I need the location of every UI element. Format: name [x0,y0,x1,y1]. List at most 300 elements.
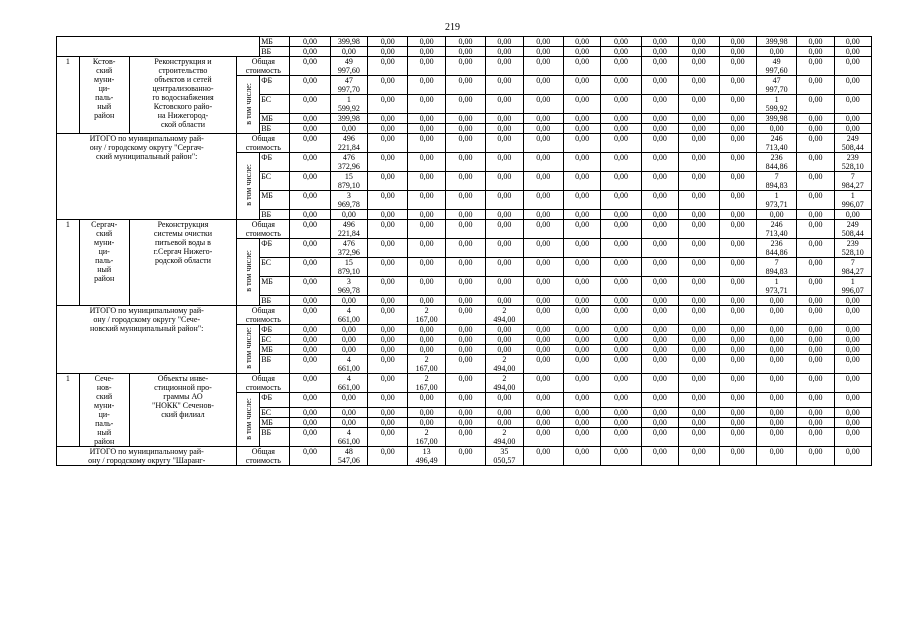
value-cell: 0,00 [563,393,600,408]
source-label: БС [260,95,290,114]
value-cell: 0,00 [486,95,523,114]
value-cell: 0,00 [290,124,330,134]
value-cell: 0,00 [679,345,719,355]
item-number: 1 [57,220,80,306]
value-cell: 0,00 [486,277,523,296]
value-cell: 0,00 [719,57,756,76]
value-cell: 0,00 [719,296,756,306]
value-cell: 0,00 [408,296,445,306]
value-cell: 0,00 [486,153,523,172]
value-cell: 249 508,44 [834,220,871,239]
value-cell: 0,00 [563,345,600,355]
value-cell: 0,00 [601,114,641,124]
source-label: ВБ [260,210,290,220]
table-row-total [57,57,872,76]
value-cell: 0,00 [719,124,756,134]
value-cell: 0,00 [601,374,641,393]
value-cell: 0,00 [797,428,834,447]
object-name: Реконструкция и строительство объектов и сетей централизованно- го водоснабжения Кстовского райо- на Нижегород- ской области [129,57,237,134]
incl-label-text: в том числе: [243,164,253,206]
value-cell: 476 372,96 [330,153,367,172]
value-cell: 0,00 [601,296,641,306]
value-cell: 0,00 [641,191,678,210]
itogo-title: ИТОГО по муниципальному рай- ону / городскому округу "Сече- новский муниципальный район": [57,306,237,374]
value-cell: 0,00 [563,418,600,428]
value-cell: 0,00 [290,220,330,239]
table-row-total [57,374,872,393]
value-cell: 0,00 [601,408,641,418]
value-cell: 0,00 [523,345,563,355]
value-cell: 0,00 [641,239,678,258]
value-cell: 0,00 [563,355,600,374]
total-cost-label: Общая стоимость [237,447,290,466]
district-name: Сече- нов- ский муни- ци- паль- ный район [79,374,129,447]
value-cell: 0,00 [445,220,485,239]
total-cost-label: Общая стоимость [237,57,290,76]
value-cell: 35 050,57 [486,447,523,466]
value-cell: 0,00 [486,210,523,220]
value-cell: 0,00 [641,153,678,172]
value-cell: 0,00 [601,210,641,220]
value-cell: 0,00 [445,239,485,258]
value-cell: 0,00 [523,408,563,418]
value-cell: 0,00 [563,172,600,191]
value-cell: 0,00 [834,335,871,345]
value-cell: 2 167,00 [408,428,445,447]
value-cell: 0,00 [408,153,445,172]
object-name: Реконструкция системы очистки питьевой воды в г.Сергач Нижего- родской области [129,220,237,306]
value-cell: 0,00 [408,47,445,57]
value-cell: 0,00 [797,172,834,191]
value-cell: 7 984,27 [834,172,871,191]
value-cell: 0,00 [290,428,330,447]
value-cell: 0,00 [368,296,408,306]
value-cell: 0,00 [523,393,563,408]
value-cell: 0,00 [756,447,796,466]
value-cell: 0,00 [563,374,600,393]
source-label: ФБ [260,393,290,408]
value-cell: 399,98 [330,37,367,47]
value-cell: 0,00 [601,325,641,335]
value-cell: 0,00 [797,355,834,374]
value-cell: 0,00 [408,172,445,191]
value-cell: 0,00 [523,296,563,306]
value-cell: 2 494,00 [486,355,523,374]
value-cell: 0,00 [679,124,719,134]
value-cell: 0,00 [330,408,367,418]
value-cell: 0,00 [797,258,834,277]
value-cell: 0,00 [834,114,871,124]
value-cell: 0,00 [445,172,485,191]
value-cell: 0,00 [797,134,834,153]
district-name: Сергач- ский муни- ци- паль- ный район [79,220,129,306]
value-cell: 399,98 [330,114,367,124]
value-cell: 0,00 [368,210,408,220]
itogo-title: ИТОГО по муниципальному рай- ону / городскому округу "Сергач- ский муниципальный район": [57,134,237,220]
value-cell: 0,00 [290,335,330,345]
value-cell: 0,00 [679,306,719,325]
value-cell: 496 221,84 [330,134,367,153]
value-cell: 0,00 [719,37,756,47]
value-cell: 0,00 [368,408,408,418]
value-cell: 0,00 [641,258,678,277]
value-cell: 0,00 [834,418,871,428]
page-number: 219 [445,22,460,33]
value-cell: 0,00 [797,191,834,210]
value-cell: 0,00 [368,191,408,210]
value-cell: 0,00 [719,418,756,428]
value-cell: 0,00 [601,95,641,114]
continued-blank-cell [57,37,260,57]
incl-label-text: в том числе: [243,82,253,125]
value-cell: 0,00 [641,210,678,220]
value-cell: 0,00 [368,76,408,95]
incl-label-text: в том числе: [243,397,253,440]
value-cell: 0,00 [408,114,445,124]
value-cell: 2 167,00 [408,374,445,393]
value-cell: 0,00 [601,47,641,57]
value-cell: 0,00 [486,345,523,355]
source-label: ВБ [260,124,290,134]
total-cost-label: Общая стоимость [237,306,290,325]
value-cell: 239 528,10 [834,239,871,258]
value-cell: 0,00 [408,418,445,428]
value-cell: 0,00 [756,296,796,306]
value-cell: 0,00 [641,306,678,325]
value-cell: 0,00 [756,335,796,345]
value-cell: 0,00 [408,239,445,258]
value-cell: 0,00 [679,153,719,172]
value-cell: 0,00 [523,57,563,76]
value-cell: 0,00 [408,95,445,114]
value-cell: 0,00 [486,124,523,134]
value-cell: 0,00 [679,210,719,220]
value-cell: 0,00 [330,325,367,335]
source-label: БС [260,258,290,277]
value-cell: 0,00 [679,57,719,76]
value-cell: 0,00 [834,37,871,47]
value-cell: 0,00 [563,325,600,335]
value-cell: 0,00 [408,408,445,418]
value-cell: 0,00 [523,76,563,95]
value-cell: 0,00 [679,374,719,393]
value-cell: 0,00 [641,408,678,418]
value-cell: 0,00 [834,393,871,408]
value-cell: 0,00 [641,57,678,76]
value-cell: 0,00 [797,447,834,466]
value-cell: 0,00 [834,306,871,325]
value-cell: 0,00 [797,345,834,355]
budget-table [56,36,872,466]
source-label: ФБ [260,153,290,172]
value-cell: 246 713,40 [756,220,796,239]
value-cell: 0,00 [719,345,756,355]
value-cell: 0,00 [719,374,756,393]
value-cell: 0,00 [601,220,641,239]
value-cell: 0,00 [719,114,756,124]
value-cell: 0,00 [445,37,485,47]
value-cell: 0,00 [834,57,871,76]
value-cell: 0,00 [641,335,678,345]
value-cell: 0,00 [641,355,678,374]
value-cell: 1 599,92 [756,95,796,114]
value-cell: 0,00 [834,325,871,335]
value-cell: 0,00 [641,220,678,239]
value-cell: 0,00 [834,95,871,114]
source-label: ВБ [260,428,290,447]
value-cell: 47 997,70 [330,76,367,95]
source-label: МБ [260,114,290,124]
value-cell: 0,00 [719,239,756,258]
value-cell: 0,00 [563,191,600,210]
value-cell: 0,00 [563,124,600,134]
value-cell: 0,00 [290,374,330,393]
value-cell: 0,00 [368,134,408,153]
value-cell: 0,00 [290,239,330,258]
value-cell: 0,00 [368,306,408,325]
incl-label-text: в том числе: [243,327,253,369]
incl-label [237,393,260,447]
value-cell: 0,00 [679,428,719,447]
value-cell: 0,00 [756,345,796,355]
value-cell: 0,00 [719,76,756,95]
value-cell: 0,00 [290,325,330,335]
value-cell: 0,00 [408,393,445,408]
value-cell: 7 984,27 [834,258,871,277]
table-row-total [57,306,872,325]
value-cell: 0,00 [408,124,445,134]
value-cell: 0,00 [445,355,485,374]
value-cell: 0,00 [486,393,523,408]
value-cell: 0,00 [408,134,445,153]
object-name: Объекты инве- стиционной про- граммы АО "НОКК" Сеченов- ский филиал [129,374,237,447]
value-cell: 0,00 [679,325,719,335]
value-cell: 0,00 [797,277,834,296]
value-cell: 0,00 [563,220,600,239]
value-cell: 0,00 [486,220,523,239]
value-cell: 0,00 [756,306,796,325]
value-cell: 0,00 [719,306,756,325]
value-cell: 0,00 [290,345,330,355]
value-cell: 0,00 [834,124,871,134]
value-cell: 4 661,00 [330,374,367,393]
value-cell: 0,00 [330,296,367,306]
value-cell: 0,00 [719,428,756,447]
value-cell: 0,00 [408,345,445,355]
value-cell: 0,00 [330,124,367,134]
value-cell: 0,00 [563,37,600,47]
value-cell: 0,00 [756,408,796,418]
value-cell: 0,00 [486,258,523,277]
value-cell: 15 879,10 [330,172,367,191]
value-cell: 0,00 [486,418,523,428]
value-cell: 0,00 [719,325,756,335]
value-cell: 0,00 [641,374,678,393]
table-row-total [57,134,872,153]
value-cell: 0,00 [523,95,563,114]
value-cell: 0,00 [756,355,796,374]
value-cell: 0,00 [290,306,330,325]
value-cell: 0,00 [368,355,408,374]
value-cell: 15 879,10 [330,258,367,277]
value-cell: 0,00 [679,393,719,408]
value-cell: 0,00 [445,374,485,393]
value-cell: 4 661,00 [330,428,367,447]
value-cell: 0,00 [797,239,834,258]
value-cell: 0,00 [445,134,485,153]
value-cell: 48 547,06 [330,447,367,466]
source-label: БС [260,408,290,418]
value-cell: 0,00 [290,172,330,191]
value-cell: 0,00 [445,408,485,418]
value-cell: 0,00 [601,335,641,345]
value-cell: 3 969,78 [330,277,367,296]
value-cell: 0,00 [641,95,678,114]
value-cell: 476 372,96 [330,239,367,258]
value-cell: 0,00 [368,277,408,296]
value-cell: 0,00 [601,393,641,408]
value-cell: 0,00 [719,191,756,210]
value-cell: 0,00 [563,47,600,57]
value-cell: 0,00 [601,191,641,210]
value-cell: 0,00 [486,134,523,153]
value-cell: 0,00 [330,393,367,408]
value-cell: 0,00 [563,277,600,296]
total-cost-label: Общая стоимость [237,134,290,153]
value-cell: 399,98 [756,114,796,124]
value-cell: 4 661,00 [330,306,367,325]
value-cell: 0,00 [719,258,756,277]
budget-table-container [56,36,872,606]
value-cell: 0,00 [563,57,600,76]
value-cell: 0,00 [290,447,330,466]
value-cell: 0,00 [834,296,871,306]
value-cell: 0,00 [641,418,678,428]
value-cell: 0,00 [756,393,796,408]
value-cell: 0,00 [290,277,330,296]
value-cell: 0,00 [641,124,678,134]
value-cell: 0,00 [641,393,678,408]
value-cell: 0,00 [523,220,563,239]
value-cell: 0,00 [797,57,834,76]
value-cell: 0,00 [641,76,678,95]
value-cell: 0,00 [290,57,330,76]
table-row [57,37,872,47]
value-cell: 0,00 [719,335,756,345]
value-cell: 0,00 [368,153,408,172]
value-cell: 0,00 [563,428,600,447]
value-cell: 0,00 [486,191,523,210]
value-cell: 0,00 [445,124,485,134]
value-cell: 0,00 [797,296,834,306]
value-cell: 0,00 [601,447,641,466]
value-cell: 0,00 [679,277,719,296]
value-cell: 0,00 [408,258,445,277]
value-cell: 0,00 [368,374,408,393]
value-cell: 0,00 [523,335,563,345]
value-cell: 0,00 [563,306,600,325]
value-cell: 0,00 [368,428,408,447]
value-cell: 0,00 [368,124,408,134]
value-cell: 0,00 [486,325,523,335]
value-cell: 0,00 [368,418,408,428]
value-cell: 0,00 [797,95,834,114]
value-cell: 0,00 [408,220,445,239]
value-cell: 0,00 [368,47,408,57]
value-cell: 47 997,70 [756,76,796,95]
value-cell: 0,00 [797,335,834,345]
value-cell: 1 973,71 [756,191,796,210]
value-cell: 0,00 [445,210,485,220]
value-cell: 0,00 [834,428,871,447]
value-cell: 0,00 [719,153,756,172]
value-cell: 0,00 [797,374,834,393]
value-cell: 0,00 [290,296,330,306]
value-cell: 239 528,10 [834,153,871,172]
value-cell: 0,00 [756,428,796,447]
value-cell: 0,00 [679,172,719,191]
value-cell: 0,00 [641,447,678,466]
value-cell: 0,00 [719,277,756,296]
value-cell: 0,00 [523,134,563,153]
value-cell: 3 969,78 [330,191,367,210]
item-number: 1 [57,374,80,447]
value-cell: 0,00 [445,418,485,428]
value-cell: 0,00 [523,124,563,134]
value-cell: 0,00 [445,325,485,335]
source-label: ВБ [260,296,290,306]
value-cell: 0,00 [445,258,485,277]
table-row-total [57,447,872,466]
value-cell: 0,00 [601,124,641,134]
value-cell: 0,00 [368,37,408,47]
value-cell: 496 221,84 [330,220,367,239]
value-cell: 0,00 [408,210,445,220]
value-cell: 0,00 [445,153,485,172]
value-cell: 0,00 [408,335,445,345]
value-cell: 0,00 [408,57,445,76]
value-cell: 0,00 [486,114,523,124]
value-cell: 0,00 [679,76,719,95]
value-cell: 1 973,71 [756,277,796,296]
value-cell: 0,00 [719,134,756,153]
value-cell: 0,00 [523,325,563,335]
value-cell: 0,00 [797,408,834,418]
value-cell: 49 997,60 [330,57,367,76]
district-name: Кстов- ский муни- ци- паль- ный район [79,57,129,134]
value-cell: 0,00 [563,114,600,124]
value-cell: 0,00 [679,95,719,114]
value-cell: 0,00 [797,153,834,172]
value-cell: 0,00 [601,418,641,428]
value-cell: 7 894,83 [756,258,796,277]
table-row-total [57,220,872,239]
value-cell: 0,00 [679,191,719,210]
incl-label [237,153,260,220]
value-cell: 0,00 [719,447,756,466]
value-cell: 0,00 [601,172,641,191]
value-cell: 0,00 [368,335,408,345]
value-cell: 0,00 [368,393,408,408]
value-cell: 0,00 [486,239,523,258]
value-cell: 0,00 [368,239,408,258]
value-cell: 0,00 [368,220,408,239]
source-label: ВБ [260,47,290,57]
value-cell: 0,00 [601,37,641,47]
value-cell: 399,98 [756,37,796,47]
value-cell: 0,00 [641,277,678,296]
value-cell: 0,00 [563,335,600,345]
